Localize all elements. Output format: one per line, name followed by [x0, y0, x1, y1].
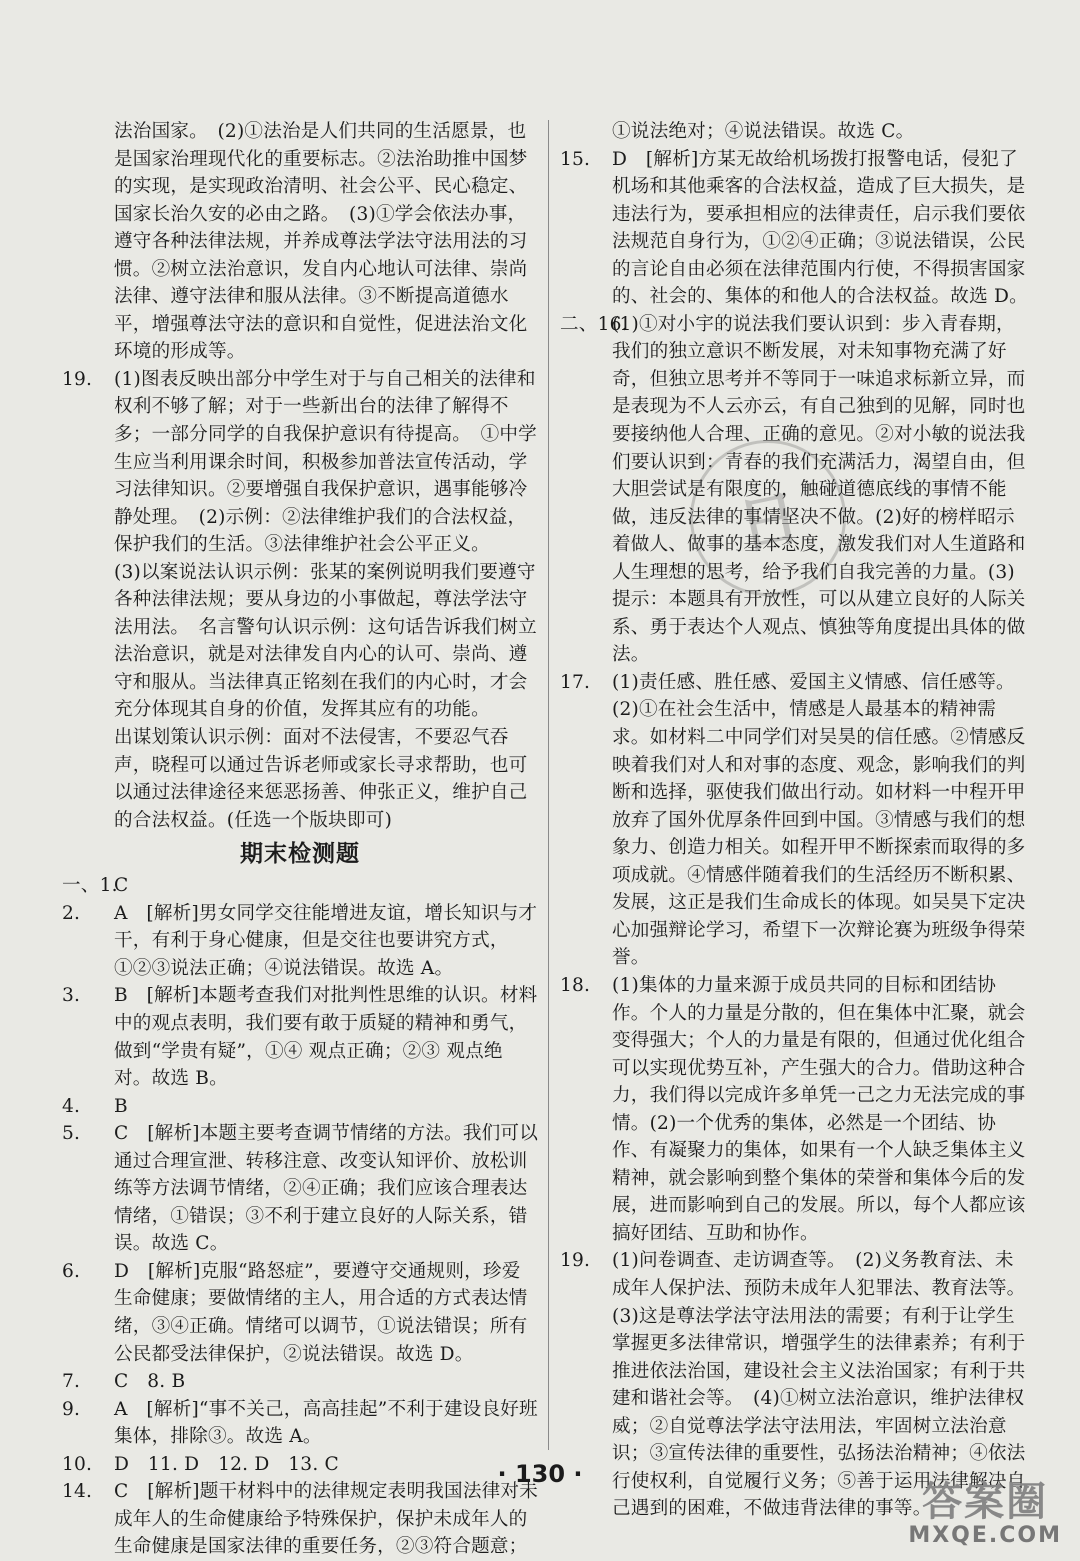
item-number: 19.: [560, 1250, 591, 1272]
item-number: 19.: [62, 368, 93, 390]
column-divider: [548, 120, 549, 1450]
item-number: 4.: [62, 1095, 81, 1117]
item-text: 出谋划策认识示例：面对不法侵害，不要忍气吞声，晓程可以通过告诉老师或家长寻求帮助，也可以通过法律途径来惩恶扬善、伸张正义，维护自己的合法权益。(任选一个版块即可): [114, 727, 528, 831]
right-item: [560, 1247, 1032, 1302]
item-text: A [解析]男女同学交往能增进友谊，增长知识与才干，有利于身心健康，但是交往也要讲究方式，①②③说法正确；④说法错误。故选 A。: [114, 902, 538, 979]
left-item-1: [62, 366, 538, 559]
answer-item: [62, 1478, 538, 1561]
item-text: C 8. B: [114, 1371, 186, 1393]
item-number: 2.: [62, 902, 81, 924]
answer-item: [62, 982, 538, 1092]
item-number: 6.: [62, 1260, 81, 1282]
item-text: D [解析]克服“路怒症”，要遵守交通规则，珍爱生命健康；要做情绪的主人，用合适的方式表达情绪，③④正确。情绪可以调节，①说法错误；所有公民都受法律保护，②说法错误。故选 D。: [114, 1260, 528, 1365]
item-number: 15.: [560, 148, 591, 170]
right-item: [560, 696, 1032, 971]
answer-item: [62, 1093, 538, 1121]
item-number: 14.: [62, 1481, 93, 1503]
item-number: 二、16.: [560, 313, 628, 335]
item-text: (1)①对小宇的说法我们要认识到：步入青春期，我们的独立意识不断发展，对未知事物充满了好奇，但独立思考并不等同于一味追求标新立异，而是表现为不人云亦云，有自己独到的见解，同时也要接纳他人合理、正确的意见。②对小敏的说法我们要认识到：青春的我们充满活力，渴望自由，但大胆尝试是有限度的，触碰道德底线的事情不能做，违反法律的事情坚决不做。(2)好的榜样昭示着做人、做事的基本态度，激发我们对人生道路和人生理想的思考，给予我们自我完善的力量。(3)提示：本题具有开放性，可以从建立良好的人际关系、勇于表达个人观点、慎独等角度提出具体的做法。: [612, 313, 1026, 666]
item-text: (3)这是尊法学法守法用法的需要；有利于让学生掌握更多法律常识，增强学生的法律素养；有利于推进依法治国，建设社会主义法治国家；有利于共建和谐社会等。 (4)①树立法治意识，维护法律权威；②自觉尊法学法守法用法，牢固树立法治意识；③宣传法律的重要性，弘扬法治精神；④依法行使权利，自觉履行义务；⑤善于运用法律解决自己遇到的困难，不做违背法律的事等。: [612, 1305, 1026, 1520]
item-text: 法治国家。 (2)①法治是人们共同的生活愿景，也是国家治理现代化的重要标志。②法治助推中国梦的实现，是实现政治清明、社会公平、民心稳定、国家长治久安的必由之路。 (3)①学会依法办事，遵守各种法律法规，并养成尊法学法守法用法的习惯。②树立法治意识，发自内心地认可法律、崇尚法律、遵守法律和服从法律。③不断提高道德水平，增强尊法守法的意识和自觉性，促进法治文化环境的形成等。: [114, 121, 528, 363]
answer-item: [62, 1396, 538, 1451]
item-text: B [解析]本题考查我们对批判性思维的认识。材料中的观点表明，我们要有敢于质疑的精神和勇气，做到“学贵有疑”，①④ 观点正确；②③ 观点绝对。故选 B。: [114, 985, 538, 1090]
answer-item: [62, 900, 538, 983]
item-number: 17.: [560, 671, 591, 693]
left-item-0: [62, 118, 538, 366]
item-text: B: [114, 1095, 128, 1117]
answer-item: [62, 1368, 538, 1396]
item-number: 10.: [62, 1453, 93, 1475]
right-column: [560, 118, 1032, 1523]
item-text: (1)图表反映出部分中学生对于与自己相关的法律和权利不够了解；对于一些新出台的法律了解得不多；一部分同学的自我保护意识有待提高。 ①中学生应当利用课余时间，积极参加普法宣传活动，学习法律知识。②要增强自我保护意识，遇事能够冷静处理。 (2)示例：②法律维护我们的合法权益，保护我们的生活。③法律维护社会公平正义。: [114, 368, 537, 556]
answer-item: [62, 1120, 538, 1258]
answer-item: [62, 872, 538, 900]
stamp-text: 日: [732, 482, 806, 564]
item-text: C [解析]本题主要考查调节情绪的方法。我们可以通过合理宣泄、转移注意、改变认知评价、放松训练等方法调节情绪，②④正确；我们应该合理表达情绪，①错误；③不利于建立良好的人际关系，错误。故选 C。: [114, 1123, 539, 1255]
item-text: A [解析]“事不关己，高高挂起”不利于建设良好班集体，排除③。故选 A。: [114, 1398, 538, 1448]
item-number: 7.: [62, 1371, 81, 1393]
section-title: 期末检测题: [240, 841, 360, 868]
item-text: (1)责任感、胜任感、爱国主义情感、信任感等。: [612, 671, 1015, 693]
item-text: (2)①在社会生活中，情感是人最基本的精神需求。如材料二中同学们对吴昊的信任感。②情感反映着我们对人和对事的态度、观念，影响我们的判断和选择，驱使我们做出行动。如材料一中程开甲放弃了国外优厚条件回到中国。③情感与我们的想象力、创造力相关。如程开甲不断探索而取得的多项成就。④情感伴随着我们的生活经历不断积累、发展，这正是我们生命成长的体现。如吴昊下定决心加强辩论学习，希望下一次辩论赛为班级争得荣誉。: [612, 699, 1026, 969]
item-text: (1)集体的力量来源于成员共同的目标和团结协作。个人的力量是分散的，但在集体中汇聚，就会变得强大；个人的力量是有限的，但通过优化组合可以实现优势互补，产生强大的合力。借助这种合力，我们得以完成许多单凭一己之力无法完成的事情。(2)一个优秀的集体，必然是一个团结、协作、有凝聚力的集体，如果有一个人缺乏集体主义精神，就会影响到整个集体的荣誉和集体今后的发展，进而影响到自己的发展。所以，每个人都应该搞好团结、互助和协作。: [612, 974, 1026, 1244]
item-number: 9.: [62, 1398, 81, 1420]
left-item-3: [62, 724, 538, 834]
page-number: · 130 ·: [497, 1460, 583, 1488]
answer-item: [62, 1258, 538, 1368]
item-text: (1)问卷调查、走访调查等。 (2)义务教育法、未成年人保护法、预防未成年人犯罪法、教育法等。: [612, 1250, 1026, 1299]
right-item: [560, 118, 1032, 146]
item-number: 一、1.: [62, 875, 118, 897]
item-text: C [解析]题干材料中的法律规定表明我国法律对未成年人的生命健康给予特殊保护，保护未成年人的生命健康是国家法律的重要任务，②③符合题意；: [114, 1481, 539, 1558]
item-text: D [解析]方某无故给机场拨打报警电话，侵犯了机场和其他乘客的合法权益，造成了巨大损失，是违法行为，要承担相应的法律责任，启示我们要依法规范自身行为，①②④正确；③说法错误，公民的言论自由必须在法律范围内行使，不得损害国家的、社会的、集体的和他人的合法权益。故选 D。: [612, 148, 1028, 308]
item-text: ①说法绝对；④说法错误。故选 C。: [612, 121, 915, 142]
watermark-main-text: 答案圈: [922, 1479, 1049, 1525]
right-item: [560, 972, 1032, 1247]
left-column: [62, 118, 538, 1561]
left-item-2: [62, 559, 538, 724]
item-number: 18.: [560, 974, 591, 996]
right-item: [560, 669, 1032, 697]
item-text: (3)以案说法认识示例：张某的案例说明我们要遵守各种法律法规；要从身边的小事做起，尊法学法守法用法。 名言警句认识示例：这句话告诉我们树立法治意识，就是对法律发自内心的认可、崇尚、遵守和服从。当法律真正铭刻在我们的内心时，才会充分体现其自身的价值，发挥其应有的功能。: [114, 561, 537, 721]
right-item: [560, 146, 1032, 311]
item-number: 3.: [62, 985, 81, 1007]
item-text: D 11. D 12. D 13. C: [114, 1453, 339, 1475]
item-number: 5.: [62, 1123, 81, 1145]
watermark-sub-text: MXQE.COM: [908, 1523, 1062, 1548]
site-watermark-logo: [908, 1470, 1062, 1548]
item-text: C: [114, 875, 129, 897]
